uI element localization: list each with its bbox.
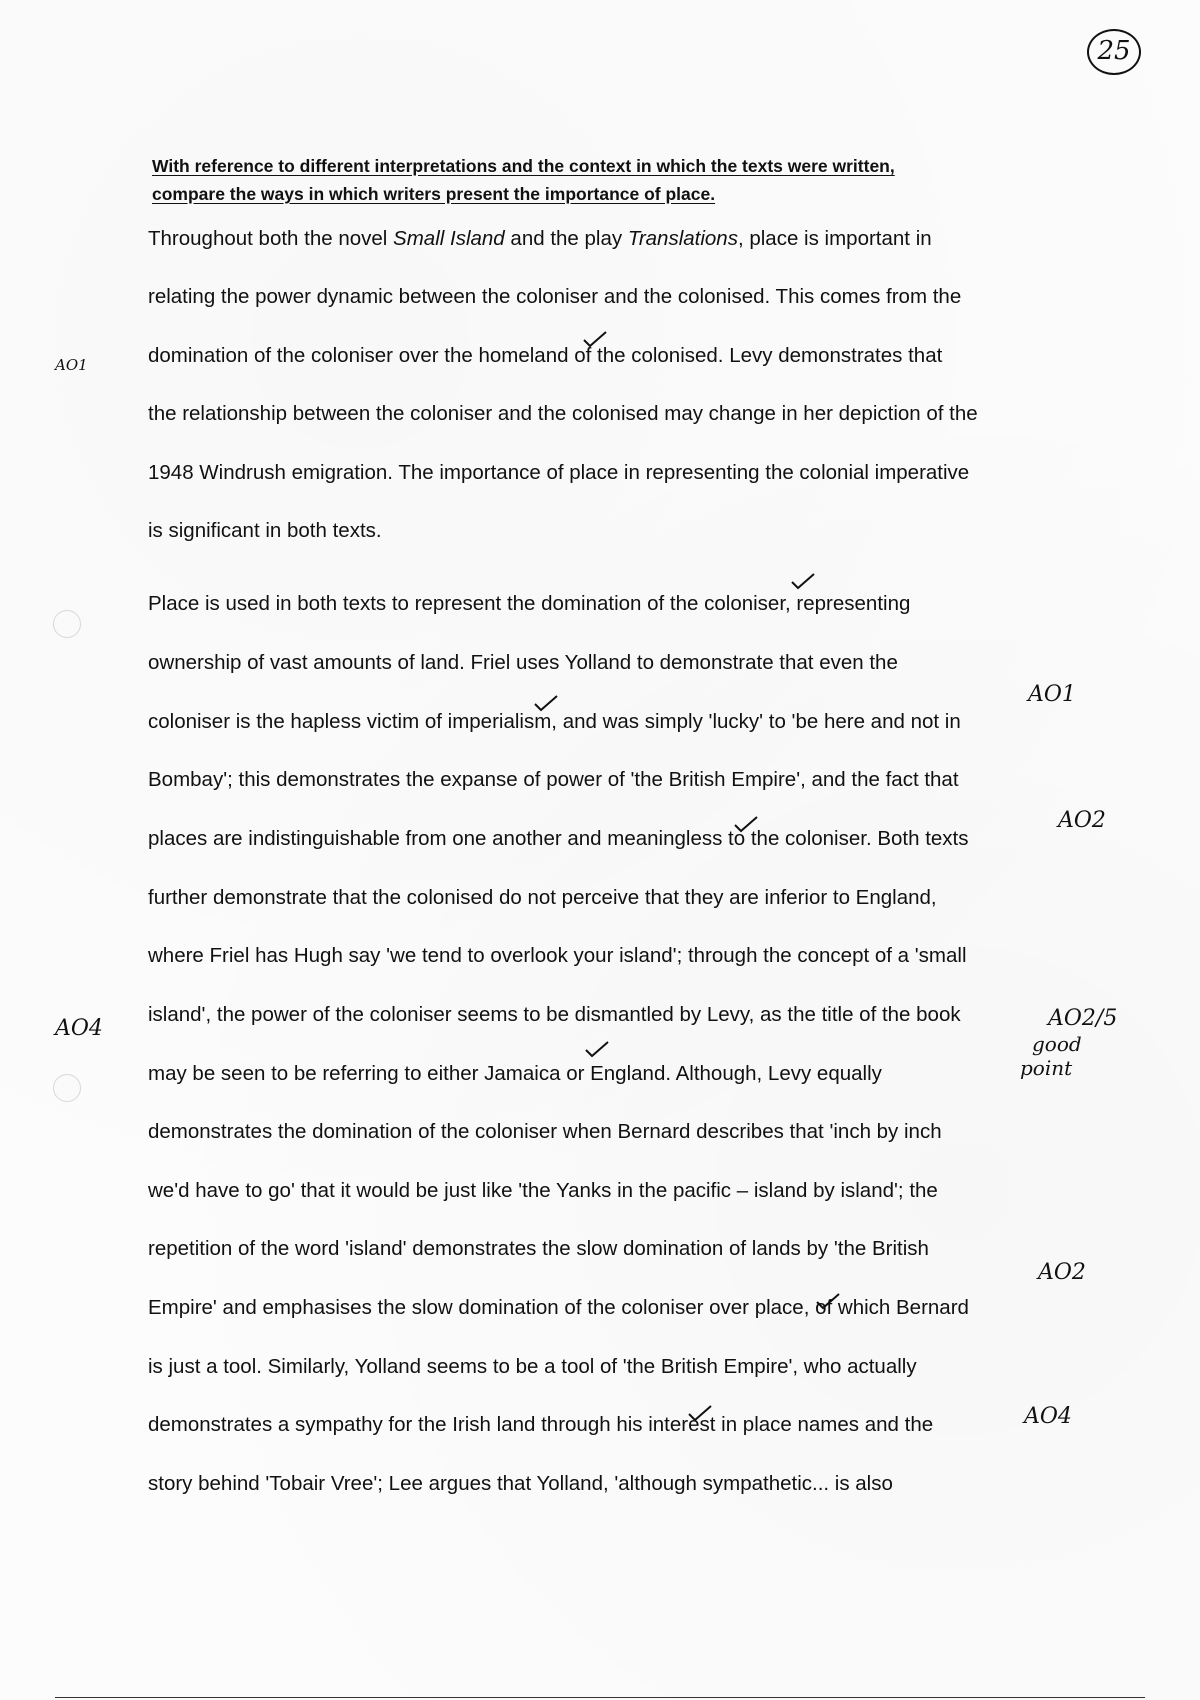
essay-question: [152, 152, 1012, 208]
margin-annotation-ao2: AO2: [1038, 1260, 1086, 1285]
essay-line: the relationship between the coloniser and the colonised may change in her depiction of the: [148, 402, 978, 425]
punch-hole: [53, 1074, 81, 1102]
essay-text: Throughout both the novel: [148, 227, 394, 250]
bottom-rule: [55, 1697, 1145, 1698]
essay-line: Place is used in both texts to represent the domination of the coloniser, representing: [148, 592, 911, 615]
margin-annotation-ao1: AO1: [1028, 682, 1076, 707]
essay-line: may be seen to be referring to either Jamaica or England. Although, Levy equally: [148, 1062, 882, 1085]
essay-line: Bombay'; this demonstrates the expanse of power of 'the British Empire', and the fact that: [148, 768, 959, 791]
margin-annotation-ao4: AO4: [1024, 1404, 1072, 1429]
essay-line: demonstrates a sympathy for the Irish land through his interest in place names and the: [148, 1413, 934, 1436]
essay-line: further demonstrate that the colonised do not perceive that they are inferior to England,: [148, 886, 937, 909]
essay-text: , place is important in: [737, 227, 932, 250]
essay-line: island', the power of the coloniser seems to be dismantled by Levy, as the title of the book: [148, 1003, 961, 1026]
essay-line: domination of the coloniser over the homeland of the colonised. Levy demonstrates that: [148, 344, 943, 367]
essay-line: where Friel has Hugh say 'we tend to overlook your island'; through the concept of a 'small: [148, 944, 967, 967]
check-mark-icon: [733, 815, 759, 833]
essay-line: 1948 Windrush emigration. The importance of place in representing the colonial imperative: [148, 461, 970, 484]
essay-line: relating the power dynamic between the coloniser and the colonised. This comes from the: [148, 285, 962, 308]
check-mark-icon: [533, 694, 559, 712]
essay-line: places are indistinguishable from one another and meaningless to the coloniser. Both texts: [148, 827, 969, 850]
book-title-small-island: Small Island: [393, 227, 505, 250]
question-line-1: With reference to different interpretations and the context in which the texts were written,: [152, 156, 895, 176]
essay-line: Empire' and emphasises the slow domination of the coloniser over place, of which Bernard: [148, 1296, 969, 1319]
essay-line: story behind 'Tobair Vree'; Lee argues that Yolland, 'although sympathetic... is also: [148, 1472, 893, 1495]
check-mark-icon: [687, 1404, 713, 1422]
margin-annotation-ao1: AO1: [55, 356, 88, 374]
margin-annotation-ao2-5: AO2/5: [1048, 1006, 1118, 1031]
margin-comment-good: good: [1032, 1032, 1082, 1056]
question-line-2: compare the ways in which writers present the importance of place.: [152, 184, 716, 204]
essay-text: and the play: [504, 227, 628, 250]
essay-line: ownership of vast amounts of land. Friel uses Yolland to demonstrate that even the: [148, 651, 898, 674]
essay-line: is just a tool. Similarly, Yolland seems to be a tool of 'the British Empire', who actually: [148, 1355, 917, 1378]
essay-line: [148, 225, 932, 253]
margin-comment-point: point: [1020, 1056, 1073, 1080]
check-mark-icon: [790, 572, 816, 590]
check-mark-icon: [815, 1292, 841, 1310]
essay-line: repetition of the word 'island' demonstrates the slow domination of lands by 'the British: [148, 1237, 929, 1260]
check-mark-icon: [582, 330, 608, 348]
margin-annotation-ao2: AO2: [1058, 808, 1106, 833]
play-title-translations: Translations: [627, 227, 738, 250]
essay-line: demonstrates the domination of the coloniser when Bernard describes that 'inch by inch: [148, 1120, 942, 1143]
check-mark-icon: [584, 1040, 610, 1058]
essay-line: we'd have to go' that it would be just like 'the Yanks in the pacific – island by island'; the: [148, 1179, 938, 1202]
page-number: 25: [1087, 29, 1141, 75]
essay-line: coloniser is the hapless victim of imperialism, and was simply 'lucky' to 'be here and not in: [148, 710, 961, 733]
punch-hole: [53, 610, 81, 638]
margin-annotation-ao4: AO4: [55, 1016, 103, 1041]
essay-line: is significant in both texts.: [148, 519, 382, 542]
